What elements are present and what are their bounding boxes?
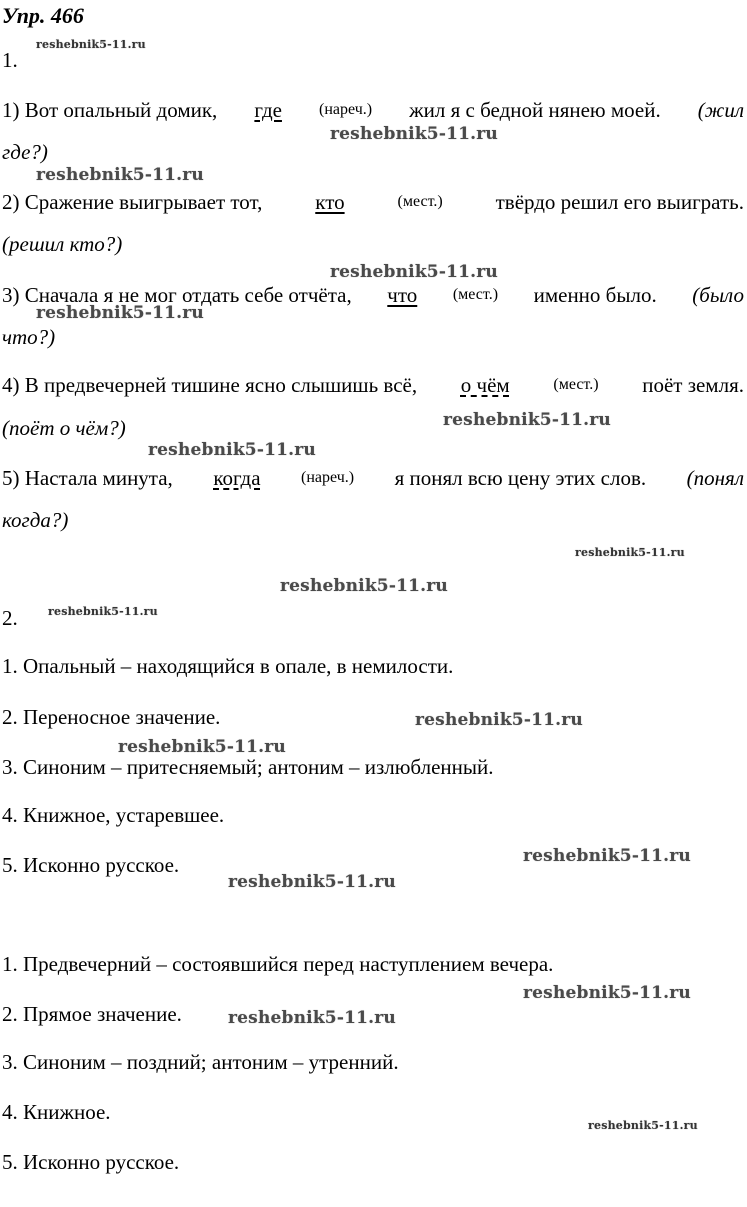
sentence-5-question: когда?) — [2, 508, 69, 532]
word1-line-2: 2. Переносное значение. — [2, 705, 221, 729]
sentence-4-word: о чём — [460, 373, 510, 397]
watermark: reshebnik5-11.ru — [228, 1008, 396, 1028]
watermark: reshebnik5-11.ru — [148, 440, 316, 460]
part1-label: 1. — [2, 48, 18, 72]
watermark: reshebnik5-11.ru — [48, 605, 158, 618]
word2-line-4: 4. Книжное. — [2, 1100, 111, 1124]
sentence-5: 5) Настала минута, когда (нареч.) я понял всю цену этих слов. (понял — [2, 466, 744, 490]
sentence-2: 2) Сражение выигрывает тот, кто (мест.) твёрдо решил его выиграть. — [2, 190, 744, 214]
sentence-1: 1) Вот опальный домик, где (нареч.) жил я с бедной нянею моей. (жил — [2, 98, 744, 122]
sentence-2-word: кто — [315, 190, 345, 214]
sentence-5-word: когда — [213, 466, 261, 490]
word1-line-1: 1. Опальный – находящийся в опале, в немилости. — [2, 654, 454, 678]
part2-label: 2. — [2, 606, 18, 630]
watermark: reshebnik5-11.ru — [118, 737, 286, 757]
sentence-1-question: где?) — [2, 140, 48, 164]
word1-line-3: 3. Синоним – притесняемый; антоним – излюбленный. — [2, 755, 494, 779]
watermark: reshebnik5-11.ru — [575, 546, 685, 559]
word1-line-5: 5. Исконно русское. — [2, 853, 180, 877]
watermark: reshebnik5-11.ru — [330, 124, 498, 144]
watermark: reshebnik5-11.ru — [588, 1119, 698, 1132]
sentence-3: 3) Сначала я не мог отдать себе отчёта, что (мест.) именно было. (было — [2, 283, 744, 307]
word2-line-1: 1. Предвечерний – состоявшийся перед наступлением вечера. — [2, 952, 554, 976]
exercise-title: Упр. 466 — [2, 3, 84, 28]
sentence-3-word: что — [387, 283, 418, 307]
watermark: reshebnik5-11.ru — [523, 846, 691, 866]
watermark: reshebnik5-11.ru — [523, 983, 691, 1003]
word1-line-4: 4. Книжное, устаревшее. — [2, 803, 225, 827]
word2-line-3: 3. Синоним – поздний; антоним – утренний. — [2, 1050, 399, 1074]
watermark: reshebnik5-11.ru — [36, 165, 204, 185]
watermark: reshebnik5-11.ru — [415, 710, 583, 730]
word2-line-5: 5. Исконно русское. — [2, 1150, 180, 1174]
watermark: reshebnik5-11.ru — [36, 303, 204, 323]
sentence-3-question: что?) — [2, 325, 56, 349]
watermark: reshebnik5-11.ru — [330, 262, 498, 282]
sentence-1-word: где — [254, 98, 282, 122]
watermark: reshebnik5-11.ru — [280, 576, 448, 596]
word2-line-2: 2. Прямое значение. — [2, 1002, 182, 1026]
sentence-4: 4) В предвечерней тишине ясно слышишь всё, о чём (мест.) поёт земля. — [2, 373, 744, 397]
watermark: reshebnik5-11.ru — [228, 872, 396, 892]
watermark: reshebnik5-11.ru — [443, 410, 611, 430]
sentence-2-question: (решил кто?) — [2, 232, 123, 256]
sentence-4-question: (поёт о чём?) — [2, 416, 126, 440]
watermark: reshebnik5-11.ru — [36, 38, 146, 51]
